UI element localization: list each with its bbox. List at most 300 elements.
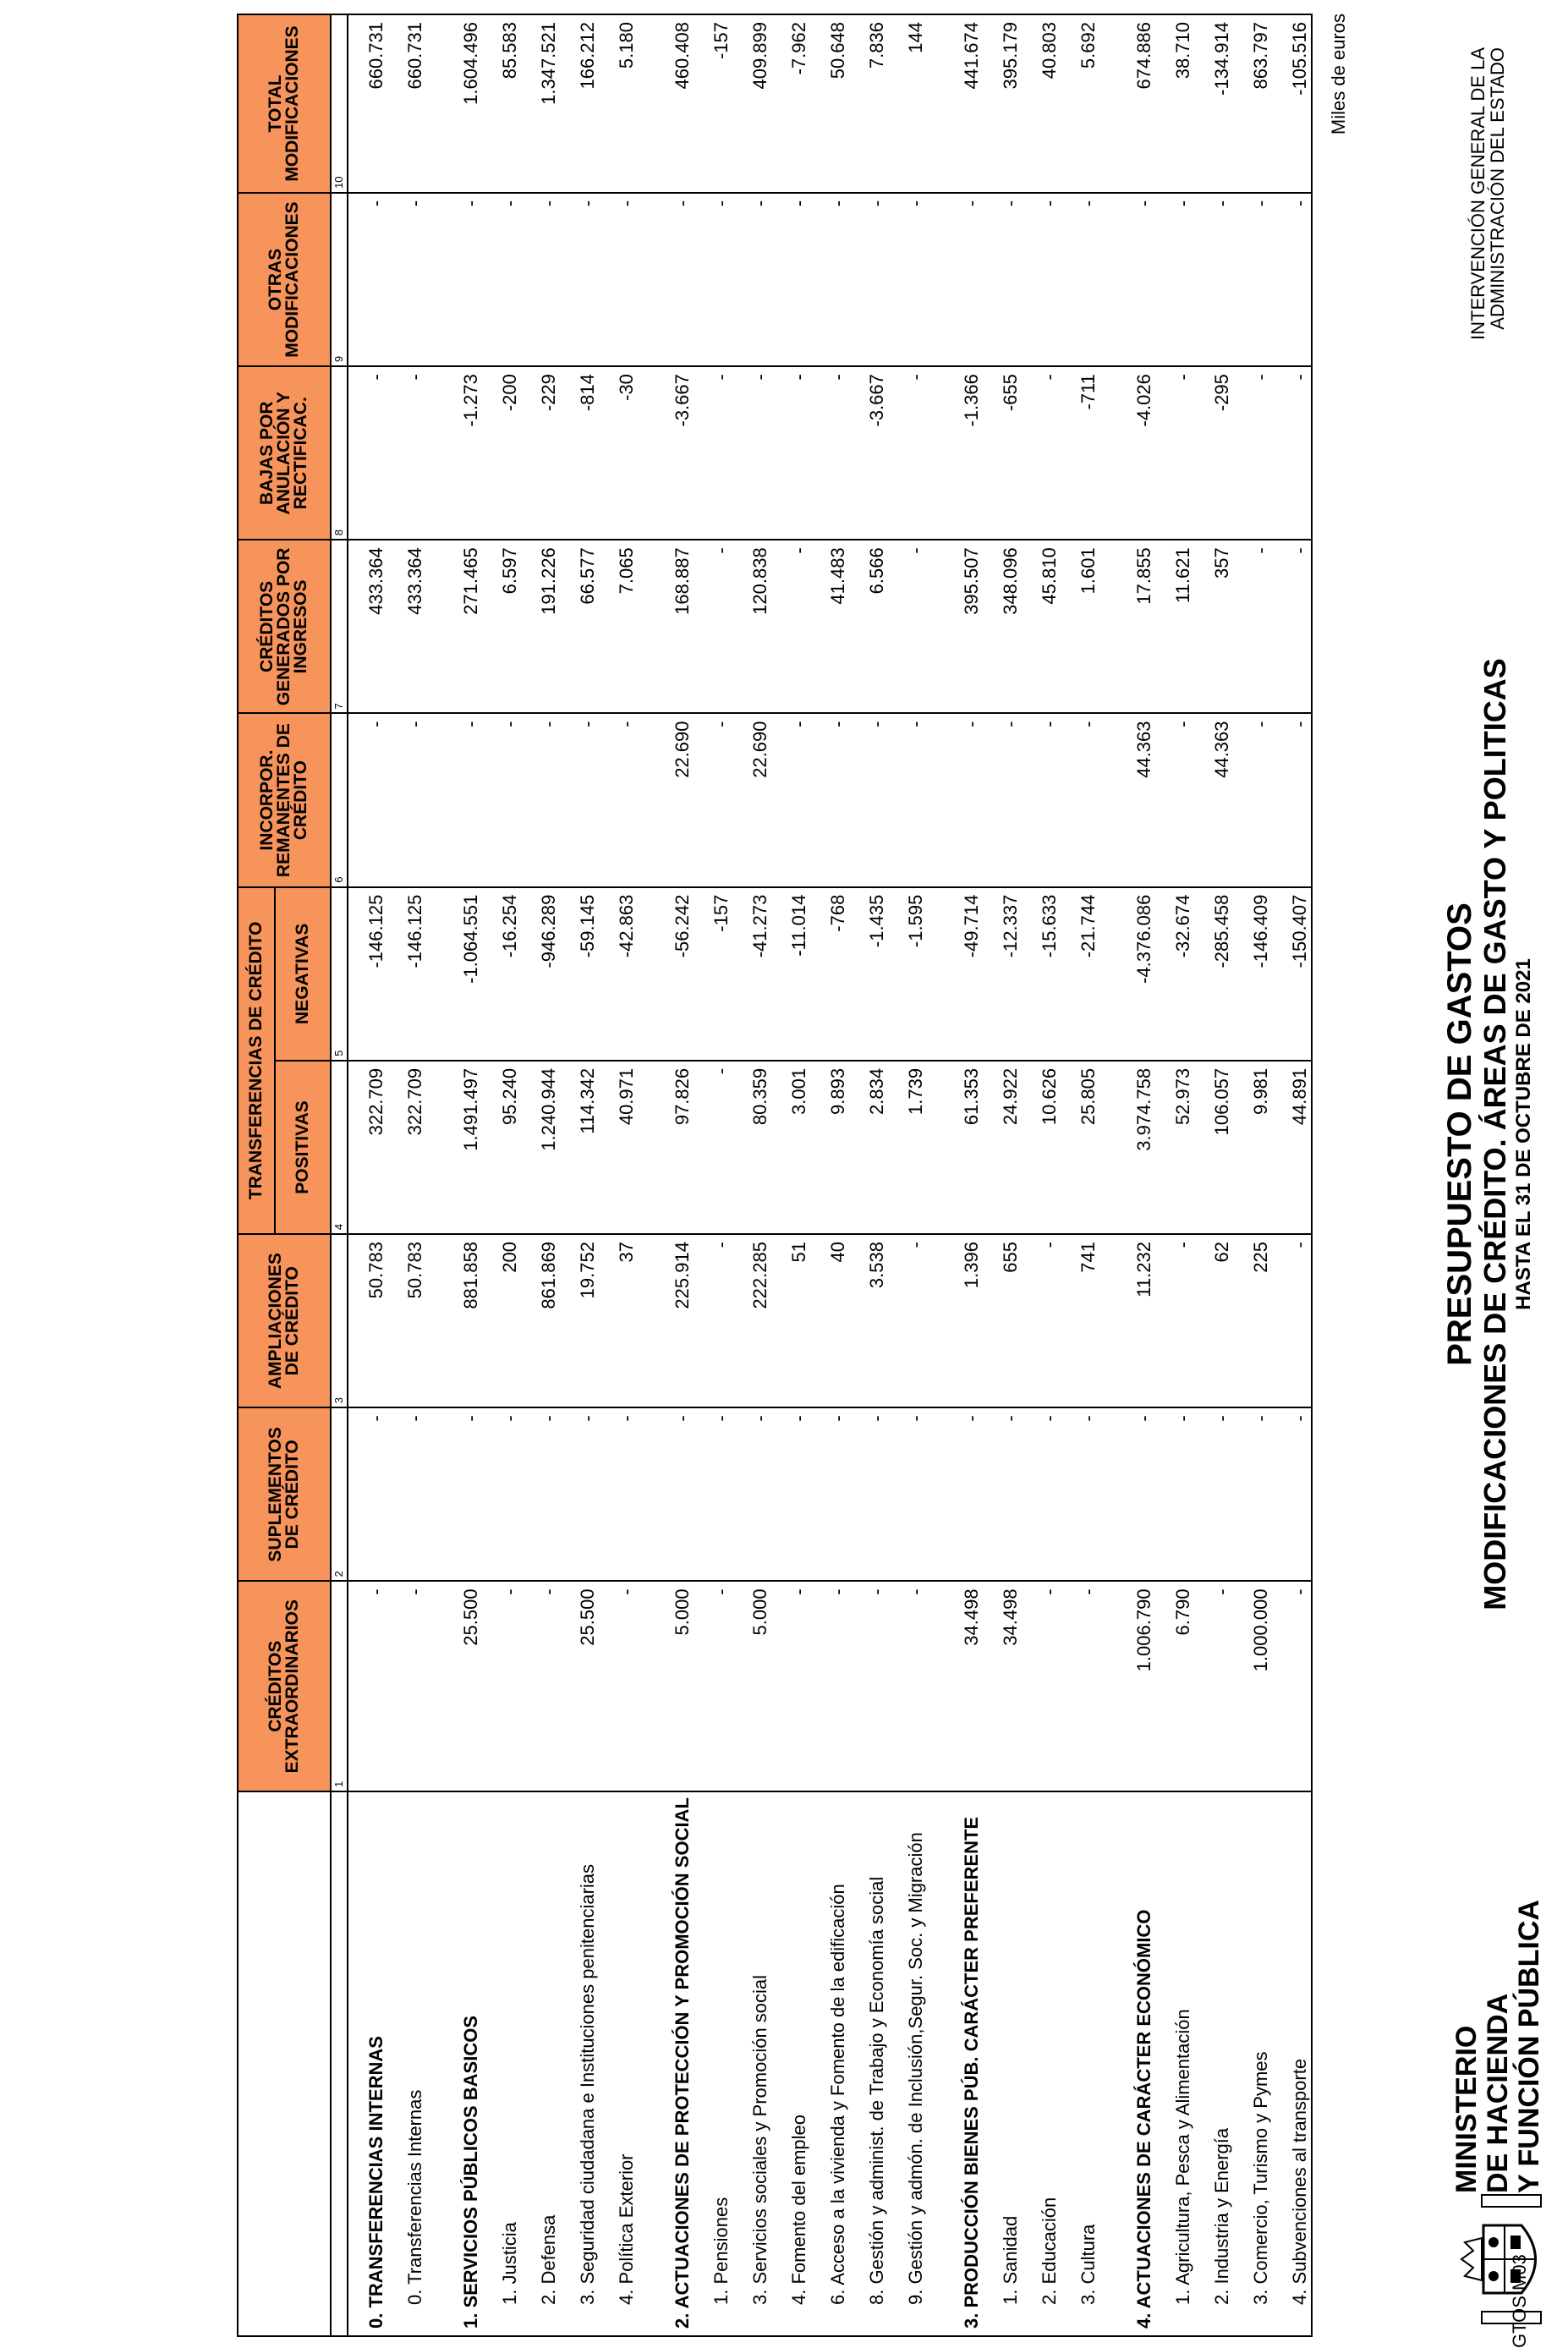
value-cell: - (771, 1407, 810, 1581)
value-cell: -12.337 (983, 887, 1022, 1061)
value-cell: -1.595 (888, 887, 927, 1061)
row-label: 1. Sanidad (983, 1791, 1022, 2336)
value-cell: 106.057 (1194, 1061, 1233, 1234)
value-cell: -146.409 (1233, 887, 1272, 1061)
policy-row (694, 14, 732, 2336)
value-cell: - (1194, 1407, 1233, 1581)
value-cell: 409.899 (732, 14, 771, 193)
value-cell: -1.064.551 (443, 887, 482, 1061)
row-label: 1. Agricultura, Pesca y Alimentación (1155, 1791, 1194, 2336)
title-main: PRESUPUESTO DE GASTOS (1441, 902, 1478, 1366)
value-cell: 1.396 (944, 1234, 983, 1407)
value-cell: - (944, 713, 983, 886)
value-cell: - (1272, 540, 1312, 713)
value-cell: 225.914 (655, 1234, 694, 1407)
value-cell: - (655, 193, 694, 366)
value-cell: 9.893 (810, 1061, 849, 1234)
value-cell: -56.242 (655, 887, 694, 1061)
row-label: 3. Cultura (1061, 1791, 1099, 2336)
policy-row (888, 14, 927, 2336)
col-header-otras: OTRAS MODIFICACIONES (238, 193, 331, 366)
spacer-cell (927, 1791, 944, 2336)
value-cell: 22.690 (732, 713, 771, 886)
value-cell: - (1233, 193, 1272, 366)
value-cell: 25.500 (443, 1581, 482, 1791)
policy-row (387, 14, 426, 2336)
row-label: 1. Justicia (482, 1791, 521, 2336)
row-label: 1. Pensiones (694, 1791, 732, 2336)
value-cell: -41.273 (732, 887, 771, 1061)
value-cell: 6.790 (1155, 1581, 1194, 1791)
value-cell: 395.507 (944, 540, 983, 713)
spacer-cell (927, 1061, 944, 1234)
value-cell: -42.863 (599, 887, 638, 1061)
value-cell: - (810, 1581, 849, 1791)
value-cell: - (1061, 1407, 1099, 1581)
value-cell: 38.710 (1155, 14, 1194, 193)
row-label: 0. Transferencias Internas (387, 1791, 426, 2336)
value-cell: 25.500 (560, 1581, 599, 1791)
spacer-cell (638, 1581, 655, 1791)
value-cell: - (849, 713, 888, 886)
value-cell: 348.096 (983, 540, 1022, 713)
value-cell: -7.962 (771, 14, 810, 193)
spacer-cell (1099, 193, 1116, 366)
value-cell: -711 (1061, 366, 1099, 540)
spacer-cell (1099, 887, 1116, 1061)
spacer-cell (638, 193, 655, 366)
col-header-suplementos: SUPLEMENTOS DE CRÉDITO (238, 1407, 331, 1581)
value-cell: - (810, 713, 849, 886)
value-cell: 24.922 (983, 1061, 1022, 1234)
value-cell: -157 (694, 887, 732, 1061)
value-cell: 62 (1194, 1234, 1233, 1407)
value-cell: - (348, 713, 387, 886)
value-cell: - (521, 1407, 560, 1581)
spacer-row (638, 14, 655, 2336)
spacer-cell (426, 1791, 443, 2336)
spacer-cell (426, 540, 443, 713)
value-cell: - (983, 1407, 1022, 1581)
value-cell: - (521, 1581, 560, 1791)
value-cell: - (482, 1407, 521, 1581)
ministry-line-1: MINISTERIO (1450, 2025, 1483, 2193)
policy-row (1061, 14, 1099, 2336)
value-cell: - (1155, 1234, 1194, 1407)
value-cell: - (1233, 1407, 1272, 1581)
value-cell: - (655, 1407, 694, 1581)
value-cell: 5.692 (1061, 14, 1099, 193)
value-cell: 51 (771, 1234, 810, 1407)
value-cell: 95.240 (482, 1061, 521, 1234)
value-cell: - (732, 193, 771, 366)
value-cell: 222.285 (732, 1234, 771, 1407)
spacer-cell (1099, 1581, 1116, 1791)
value-cell: - (983, 713, 1022, 886)
value-cell: - (1272, 713, 1312, 886)
value-cell: - (560, 713, 599, 886)
row-label: 4. Subvenciones al transporte (1272, 1791, 1312, 2336)
table-body (331, 14, 1312, 2336)
column-number: 8 (331, 366, 348, 540)
spacer-cell (638, 366, 655, 540)
value-cell: 97.826 (655, 1061, 694, 1234)
value-cell: - (521, 193, 560, 366)
spacer-cell (1099, 14, 1116, 193)
value-cell: - (1194, 193, 1233, 366)
spacer-cell (927, 540, 944, 713)
policy-row (521, 14, 560, 2336)
col-header-total: TOTAL MODIFICACIONES (238, 14, 331, 193)
value-cell: -150.407 (1272, 887, 1312, 1061)
policy-row (599, 14, 638, 2336)
value-cell: -59.145 (560, 887, 599, 1061)
value-cell: - (1155, 366, 1194, 540)
column-number: 9 (331, 193, 348, 366)
value-cell: -4.026 (1116, 366, 1155, 540)
spacer-cell (426, 1581, 443, 1791)
value-cell: - (1272, 193, 1312, 366)
value-cell: - (1155, 1407, 1194, 1581)
value-cell: 395.179 (983, 14, 1022, 193)
policy-row (771, 14, 810, 2336)
spacer-cell (927, 1407, 944, 1581)
value-cell: - (1155, 713, 1194, 886)
value-cell: - (348, 1581, 387, 1791)
units-label: Miles de euros (1328, 14, 1349, 135)
value-cell: - (599, 193, 638, 366)
value-cell: 166.212 (560, 14, 599, 193)
value-cell: 660.731 (387, 14, 426, 193)
value-cell: 144 (888, 14, 927, 193)
value-cell: - (771, 366, 810, 540)
policy-row (1022, 14, 1061, 2336)
row-label: 0. TRANSFERENCIAS INTERNAS (348, 1791, 387, 2336)
col-header-creditos-extraordinarios: CRÉDITOS EXTRAORDINARIOS (238, 1581, 331, 1791)
row-label: 4. Fomento del empleo (771, 1791, 810, 2336)
col-header-generados: CRÉDITOS GENERADOS POR INGRESOS (238, 540, 331, 713)
value-cell: - (888, 1581, 927, 1791)
spacer-cell (1099, 713, 1116, 886)
value-cell: 441.674 (944, 14, 983, 193)
value-cell: 3.538 (849, 1234, 888, 1407)
value-cell: -146.125 (387, 887, 426, 1061)
spacer-cell (638, 1061, 655, 1234)
value-cell: -655 (983, 366, 1022, 540)
value-cell: 5.000 (655, 1581, 694, 1791)
value-cell: 120.838 (732, 540, 771, 713)
ministry-line-2: DE HACIENDA (1482, 1993, 1514, 2193)
col-header-bajas: BAJAS POR ANULACIÓN Y RECTIFICAC. (238, 366, 331, 540)
value-cell: 11.621 (1155, 540, 1194, 713)
spacer-row (1099, 14, 1116, 2336)
spacer-cell (426, 14, 443, 193)
value-cell: -157 (694, 14, 732, 193)
value-cell: 881.858 (443, 1234, 482, 1407)
value-cell: - (771, 713, 810, 886)
col-header-positivas: POSITIVAS (275, 1061, 331, 1234)
value-cell: 5.000 (732, 1581, 771, 1791)
value-cell: -200 (482, 366, 521, 540)
value-cell: - (1022, 366, 1061, 540)
value-cell: -1.273 (443, 366, 482, 540)
value-cell: 6.566 (849, 540, 888, 713)
value-cell: 460.408 (655, 14, 694, 193)
row-label: 3. Seguridad ciudadana e Instituciones penitenciarias (560, 1791, 599, 2336)
spacer-cell (1099, 1234, 1116, 1407)
value-cell: 863.797 (1233, 14, 1272, 193)
value-cell: 861.869 (521, 1234, 560, 1407)
value-cell: -3.667 (655, 366, 694, 540)
value-cell: - (1272, 1407, 1312, 1581)
spacer-cell (1099, 366, 1116, 540)
value-cell: 66.577 (560, 540, 599, 713)
value-cell: - (1022, 1407, 1061, 1581)
value-cell: 34.498 (983, 1581, 1022, 1791)
value-cell: -134.914 (1194, 14, 1233, 193)
value-cell: 44.363 (1194, 713, 1233, 886)
value-cell: - (482, 1581, 521, 1791)
value-cell: - (387, 1581, 426, 1791)
value-cell: 322.709 (387, 1061, 426, 1234)
col-header-negativas: NEGATIVAS (275, 887, 331, 1061)
value-cell: - (694, 1061, 732, 1234)
value-cell: 37 (599, 1234, 638, 1407)
spacer-cell (426, 1061, 443, 1234)
value-cell: -146.125 (348, 887, 387, 1061)
value-cell: - (732, 1407, 771, 1581)
igae-label (1468, 47, 1507, 445)
policy-row (810, 14, 849, 2336)
column-number: 10 (331, 14, 348, 193)
value-cell: - (694, 1234, 732, 1407)
spacer-cell (638, 887, 655, 1061)
page-title (1441, 513, 1536, 1756)
value-cell: - (1272, 1234, 1312, 1407)
value-cell: - (1233, 713, 1272, 886)
spacer-cell (1099, 1791, 1116, 2336)
area-row (443, 14, 482, 2336)
value-cell: - (944, 193, 983, 366)
value-cell: 44.891 (1272, 1061, 1312, 1234)
spacer-cell (638, 1791, 655, 2336)
spacer-cell (638, 1234, 655, 1407)
value-cell: -105.516 (1272, 14, 1312, 193)
value-cell: 674.886 (1116, 14, 1155, 193)
value-cell: -946.289 (521, 887, 560, 1061)
value-cell: - (482, 713, 521, 886)
value-cell: - (348, 1407, 387, 1581)
spacer-row (426, 14, 443, 2336)
value-cell: 1.604.496 (443, 14, 482, 193)
spacer-cell (426, 887, 443, 1061)
value-cell: 114.342 (560, 1061, 599, 1234)
column-number: 2 (331, 1407, 348, 1581)
value-cell: 41.483 (810, 540, 849, 713)
column-number: 4 (331, 1061, 348, 1234)
value-cell: - (599, 1581, 638, 1791)
spacer-cell (426, 1407, 443, 1581)
row-label: 3. PRODUCCIÓN BIENES PÚB. CARÁCTER PREFERENTE (944, 1791, 983, 2336)
spacer-cell (638, 14, 655, 193)
value-cell: 200 (482, 1234, 521, 1407)
value-cell: 7.065 (599, 540, 638, 713)
spacer-cell (426, 193, 443, 366)
spacer-cell (638, 713, 655, 886)
spacer-cell (638, 1407, 655, 1581)
policy-row (1155, 14, 1194, 2336)
value-cell: 34.498 (944, 1581, 983, 1791)
value-cell: - (694, 366, 732, 540)
value-cell: -4.376.086 (1116, 887, 1155, 1061)
value-cell: - (521, 713, 560, 886)
value-cell: 61.353 (944, 1061, 983, 1234)
row-label: 2. Defensa (521, 1791, 560, 2336)
row-label: 4. Política Exterior (599, 1791, 638, 2336)
spacer-row (927, 14, 944, 2336)
value-cell: - (944, 1407, 983, 1581)
row-label: 3. Comercio, Turismo y Pymes (1233, 1791, 1272, 2336)
value-cell: - (482, 193, 521, 366)
row-label: 2. Educación (1022, 1791, 1061, 2336)
value-cell: - (1194, 1581, 1233, 1791)
value-cell: 322.709 (348, 1061, 387, 1234)
value-cell: -15.633 (1022, 887, 1061, 1061)
value-cell: - (888, 540, 927, 713)
value-cell: 2.834 (849, 1061, 888, 1234)
area-row (1116, 14, 1155, 2336)
value-cell: - (771, 1581, 810, 1791)
row-label: 4. ACTUACIONES DE CARÁCTER ECONÓMICO (1116, 1791, 1155, 2336)
value-cell: -21.744 (1061, 887, 1099, 1061)
value-cell: 17.855 (1116, 540, 1155, 713)
value-cell: 22.690 (655, 713, 694, 886)
value-cell: -32.674 (1155, 887, 1194, 1061)
value-cell: 225 (1233, 1234, 1272, 1407)
value-cell: -1.435 (849, 887, 888, 1061)
area-row (944, 14, 983, 2336)
row-label: 9. Gestión y admón. de Inclusión,Segur. Soc. y Migración (888, 1791, 927, 2336)
value-cell: - (694, 1407, 732, 1581)
value-cell: - (1022, 1581, 1061, 1791)
spacer-cell (426, 713, 443, 886)
value-cell: -30 (599, 366, 638, 540)
coat-of-arms-icon (1458, 2192, 1551, 2327)
ministry-name (1451, 1900, 1545, 2193)
value-cell: - (1022, 713, 1061, 886)
value-cell: - (694, 1581, 732, 1791)
value-cell: - (599, 1407, 638, 1581)
value-cell: - (888, 713, 927, 886)
modifications-table (237, 14, 1313, 2337)
policy-row (983, 14, 1022, 2336)
value-cell: 85.583 (482, 14, 521, 193)
value-cell: - (849, 1581, 888, 1791)
value-cell: 357 (1194, 540, 1233, 713)
value-cell: - (849, 193, 888, 366)
row-label: 8. Gestión y administ. de Trabajo y Economía social (849, 1791, 888, 2336)
row-label: 1. SERVICIOS PÚBLICOS BASICOS (443, 1791, 482, 2336)
value-cell: - (694, 193, 732, 366)
value-cell: -16.254 (482, 887, 521, 1061)
value-cell: -814 (560, 366, 599, 540)
value-cell: 25.805 (1061, 1061, 1099, 1234)
spacer-cell (426, 1234, 443, 1407)
value-cell: - (387, 366, 426, 540)
value-cell: -11.014 (771, 887, 810, 1061)
value-cell: - (560, 1407, 599, 1581)
value-cell: - (983, 193, 1022, 366)
value-cell: - (810, 366, 849, 540)
spacer-cell (638, 540, 655, 713)
value-cell: - (1116, 193, 1155, 366)
value-cell: 5.180 (599, 14, 638, 193)
title-sub: MODIFICACIONES DE CRÉDITO. ÁREAS DE GASTO Y POLITICAS (1478, 658, 1512, 1610)
spacer-cell (1099, 1061, 1116, 1234)
value-cell: - (1061, 193, 1099, 366)
policy-row (849, 14, 888, 2336)
column-number: 1 (331, 1581, 348, 1791)
row-label: 2. Industria y Energía (1194, 1791, 1233, 2336)
value-cell: -1.366 (944, 366, 983, 540)
value-cell: -3.667 (849, 366, 888, 540)
value-cell: 655 (983, 1234, 1022, 1407)
value-cell: - (1272, 366, 1312, 540)
value-cell: 1.347.521 (521, 14, 560, 193)
column-number: 7 (331, 540, 348, 713)
value-cell: -229 (521, 366, 560, 540)
value-cell: - (1155, 193, 1194, 366)
value-cell: 1.006.790 (1116, 1581, 1155, 1791)
value-cell: 3.001 (771, 1061, 810, 1234)
value-cell: - (888, 1407, 927, 1581)
value-cell: 11.232 (1116, 1234, 1155, 1407)
value-cell: - (443, 713, 482, 886)
value-cell: 1.240.944 (521, 1061, 560, 1234)
value-cell: 1.491.497 (443, 1061, 482, 1234)
policy-row (482, 14, 521, 2336)
value-cell: 44.363 (1116, 713, 1155, 886)
value-cell: - (599, 713, 638, 886)
spacer-cell (927, 366, 944, 540)
value-cell: - (888, 193, 927, 366)
column-number: 3 (331, 1234, 348, 1407)
value-cell: - (694, 713, 732, 886)
col-header-transferencias: TRANSFERENCIAS DE CRÉDITO (238, 887, 275, 1234)
value-cell: - (694, 540, 732, 713)
value-cell: 40 (810, 1234, 849, 1407)
value-cell: - (1061, 713, 1099, 886)
value-cell: - (849, 1407, 888, 1581)
header-corner (238, 1791, 331, 2336)
value-cell: 191.226 (521, 540, 560, 713)
value-cell: 1.739 (888, 1061, 927, 1234)
value-cell: - (810, 1407, 849, 1581)
value-cell: 660.731 (348, 14, 387, 193)
value-cell: 50.648 (810, 14, 849, 193)
column-number-blank (331, 1791, 348, 2336)
spacer-cell (927, 14, 944, 193)
value-cell: -768 (810, 887, 849, 1061)
value-cell: - (771, 193, 810, 366)
ministry-line-3: Y FUNCIÓN PÚBLICA (1513, 1900, 1545, 2193)
value-cell: 3.974.758 (1116, 1061, 1155, 1234)
value-cell: 40.971 (599, 1061, 638, 1234)
value-cell: - (810, 193, 849, 366)
value-cell: 7.836 (849, 14, 888, 193)
value-cell: - (560, 193, 599, 366)
value-cell: -285.458 (1194, 887, 1233, 1061)
